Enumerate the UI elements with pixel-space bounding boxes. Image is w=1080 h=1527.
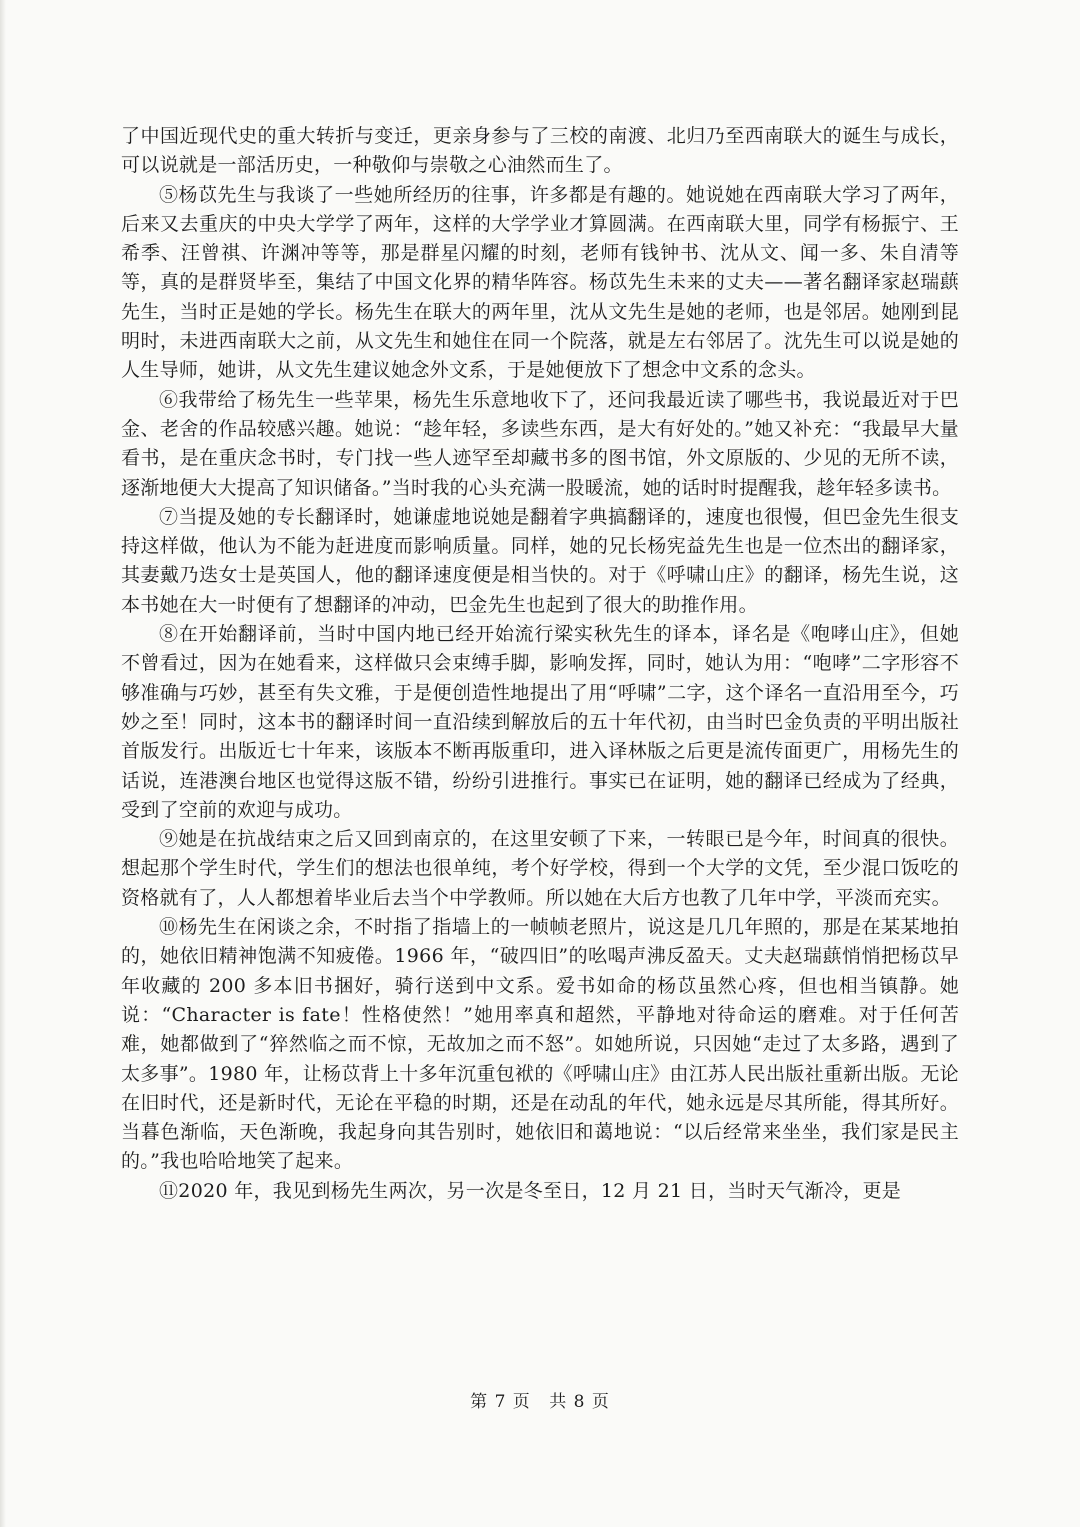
- article-body: [121, 122, 959, 1206]
- paragraph-8: ⑧在开始翻译前，当时中国内地已经开始流行梁实秋先生的译本，译名是《咆哮山庄》，但她不曾看过，因为在她看来，这样做只会束缚手脚，影响发挥，同时，她认为用：“咆哮”二字形容不够准确与巧妙，甚至有失文雅，于是便创造性地提出了用“呼啸”二字，这个译名一直沿用至今，巧妙之至！同时，这本书的翻译时间一直沿续到解放后的五十年代初，由当时巴金负责的平明出版社首版发行。出版近七十年来，该版本不断再版重印，进入译林版之后更是流传面更广，用杨先生的话说，连港澳台地区也觉得这版不错，纷纷引进推行。事实已在证明，她的翻译已经成为了经典，受到了空前的欢迎与成功。: [121, 623, 959, 821]
- paragraph-11: ⑪2020 年，我见到杨先生两次，另一次是冬至日，12 月 21 日，当时天气渐冷，更是: [159, 1179, 902, 1202]
- paragraph-7: ⑦当提及她的专长翻译时，她谦虚地说她是翻着字典搞翻译的，速度也很慢，但巴金先生很支持这样做，他认为不能为赶进度而影响质量。同样，她的兄长杨宪益先生也是一位杰出的翻译家，其妻戴乃迭女士是英国人，他的翻译速度便是相当快的。对于《呼啸山庄》的翻译，杨先生说，这本书她在大一时便有了想翻译的冲动，巴金先生也起到了很大的助推作用。: [121, 505, 959, 616]
- paragraph-5: ⑤杨苡先生与我谈了一些她所经历的往事，许多都是有趣的。她说她在西南联大学习了两年，后来又去重庆的中央大学学了两年，这样的大学学业才算圆满。在西南联大里，同学有杨振宁、王希季、汪曾祺、许渊冲等等，那是群星闪耀的时刻，老师有钱钟书、沈从文、闻一多、朱自清等等，真的是群贤毕至，集结了中国文化界的精华阵容。杨苡先生未来的丈夫——著名翻译家赵瑞蕻先生，当时正是她的学长。杨先生在联大的两年里，沈从文先生是她的老师，也是邻居。她刚到昆明时，未进西南联大之前，从文先生和她住在同一个院落，就是左右邻居了。沈先生可以说是她的人生导师，她讲，从文先生建议她念外文系，于是她便放下了想念中文系的念头。: [121, 183, 959, 382]
- total-pages: 共 8 页: [549, 1392, 610, 1412]
- page-footer: [0, 1387, 1080, 1412]
- paragraph-9: ⑨她是在抗战结束之后又回到南京的，在这里安顿了下来，一转眼已是今年，时间真的很快。想起那个学生时代，学生们的想法也很单纯，考个好学校，得到一个大学的文凭，至少混口饭吃的资格就有了，人人都想着毕业后去当个中学教师。所以她在大后方也教了几年中学，平淡而充实。: [121, 828, 959, 909]
- paragraph-6: ⑥我带给了杨先生一些苹果，杨先生乐意地收下了，还问我最近读了哪些书，我说最近对于巴金、老舍的作品较感兴趣。她说：“趁年轻，多读些东西，是大有好处的。”她又补充：“我最早大量看书，是在重庆念书时，专门找一些人迹罕至却藏书多的图书馆，外文原版的、少见的无所不读，逐渐地便大大提高了知识储备。”当时我的心头充满一股暖流，她的话时时提醒我，趁年轻多读书。: [121, 388, 959, 499]
- page-number: 第 7 页: [470, 1392, 531, 1412]
- paragraph-10: ⑩杨先生在闲谈之余，不时指了指墙上的一帧帧老照片，说这是几几年照的，那是在某某地拍的，她依旧精神饱满不知疲倦。1966 年，“破四旧”的吆喝声沸反盈天。丈夫赵瑞蕻悄悄把杨苡早年收藏的 200 多本旧书捆好，骑行送到中文系。爱书如命的杨苡虽然心疼，但也相当镇静。她说：“Character is fate！性格使然！”她用率真和超然，平静地对待命运的磨难。对于任何苦难，她都做到了“猝然临之而不惊，无故加之而不怒”。如她所说，只因她“走过了太多路，遇到了太多事”。1980 年，让杨苡背上十多年沉重包袱的《呼啸山庄》由江苏人民出版社重新出版。无论在旧时代，还是新时代，无论在平稳的时期，还是在动乱的年代，她永远是尽其所能，得其所好。当暮色渐临，天色渐晚，我起身向其告别时，她依旧和蔼地说：“以后经常来坐坐，我们家是民主的。”我也哈哈地笑了起来。: [121, 916, 959, 1173]
- paragraph-continued: 了中国近现代史的重大转折与变迁，更亲身参与了三校的南渡、北归乃至西南联大的诞生与成长，可以说就是一部活历史，一种敬仰与崇敬之心油然而生了。: [121, 125, 959, 177]
- scan-shadow-edge: [0, 0, 6, 1527]
